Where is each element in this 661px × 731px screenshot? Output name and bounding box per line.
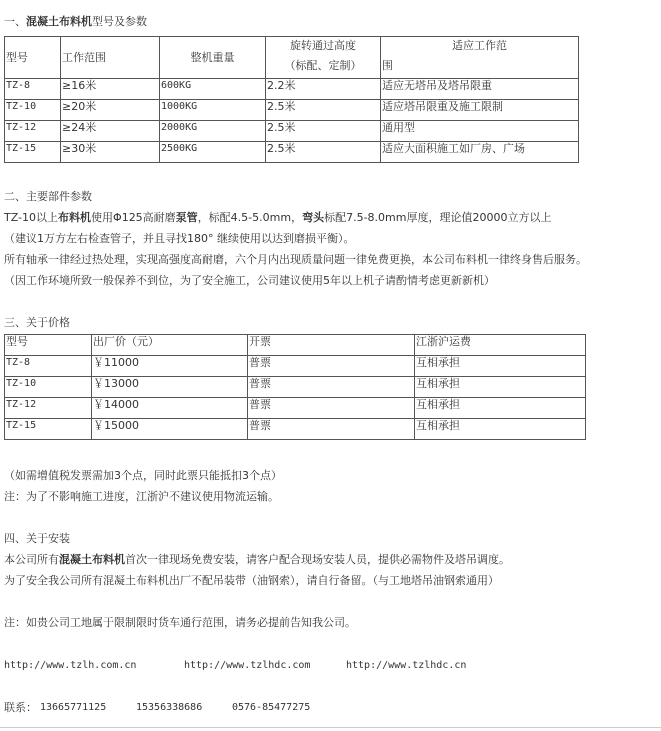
- spec-header-application: 适应工作范 围: [381, 37, 579, 79]
- website-link-1[interactable]: http://www.tzlh.com.cn: [4, 660, 137, 671]
- section1-title: [4, 15, 147, 29]
- section2-line3: 所有轴承一律经过热处理，实现高强度高耐磨，六个月内出现质量问题一律免费更换，本公司布料机一律终身售后服务。: [4, 253, 587, 266]
- section1-title-prefix: 一、: [4, 15, 26, 28]
- table-row: TZ-10 ￥13000 普票 互相承担: [5, 377, 586, 398]
- section1-title-suffix: 型号及参数: [92, 15, 147, 28]
- section4-note: 注：如贵公司工地属于限制限时货车通行范围，请务必提前告知我公司。: [4, 616, 356, 629]
- table-row: TZ-10 ≥20米 1000KG 2.5米 适应塔吊限重及施工限制: [5, 100, 579, 121]
- section2-line1: TZ-10以上布料机使用Φ125高耐磨泵管，标配4.5-5.0mm，弯头标配7.5-8.0mm厚度，理论值20000立方以上: [4, 211, 552, 224]
- contact-label: 联系：: [4, 701, 37, 714]
- section2-line2: （建议1万方左右检查管子，并且寻找180° 继续使用以达到磨损平衡）。: [4, 232, 355, 245]
- table-row: TZ-15 ≥30米 2500KG 2.5米 适应大面积施工如厂房、广场: [5, 142, 579, 163]
- spec-header-height: 旋转通过高度 （标配、定制）: [266, 37, 381, 79]
- table-row: TZ-12 ￥14000 普票 互相承担: [5, 398, 586, 419]
- section2-title: 二、主要部件参数: [4, 190, 92, 203]
- table-row: TZ-15 ￥15000 普票 互相承担: [5, 419, 586, 440]
- section3-note2: 注：为了不影响施工进度，江浙沪不建议使用物流运输。: [4, 490, 279, 503]
- website-link-3[interactable]: http://www.tzlhdc.cn: [346, 660, 467, 671]
- contact-phone-2: 15356338686: [136, 702, 203, 713]
- price-table: [4, 334, 586, 440]
- section4-line1: 本公司所有混凝土布料机首次一律现场免费安装，请客户配合现场安装人员，提供必需物件及塔吊调度。: [4, 553, 510, 566]
- table-row: TZ-8 ≥16米 600KG 2.2米 适应无塔吊及塔吊限重: [5, 79, 579, 100]
- keyword-link[interactable]: 弯头: [302, 211, 325, 224]
- spec-table-header: [5, 37, 579, 79]
- section3-note1: （如需增值税发票需加3个点，同时此票只能抵扣3个点）: [4, 469, 282, 482]
- section2-line4: （因工作环境所致一般保养不到位，为了安全施工，公司建议使用5年以上机子请酌情考虑更新新机）: [4, 274, 495, 287]
- spec-header-model: 型号: [5, 37, 61, 79]
- keyword-link[interactable]: 布料机: [58, 211, 92, 224]
- contact-phone-1: 13665771125: [40, 702, 107, 713]
- spec-header-range: 工作范围: [61, 37, 160, 79]
- section4-title: 四、关于安装: [4, 532, 70, 545]
- keyword-link[interactable]: 混凝土布料机: [59, 553, 125, 566]
- spec-table: [4, 36, 579, 163]
- price-table-header: 型号 出厂价（元） 开票 江浙沪运费: [5, 335, 586, 356]
- table-row: TZ-8 ￥11000 普票 互相承担: [5, 356, 586, 377]
- bottom-divider: [0, 727, 661, 728]
- contact-phone-3: 0576-85477275: [232, 702, 311, 713]
- section4-line2: 为了安全我公司所有混凝土布料机出厂不配吊装带（油钢索），请自行备留。（与工地塔吊油钢索通用）: [4, 574, 499, 587]
- section1-title-keyword[interactable]: 混凝土布料机: [26, 15, 92, 28]
- keyword-link[interactable]: 泵管: [175, 211, 198, 224]
- section3-title: 三、关于价格: [4, 316, 70, 329]
- website-link-2[interactable]: http://www.tzlhdc.com: [184, 660, 311, 671]
- table-row: TZ-12 ≥24米 2000KG 2.5米 通用型: [5, 121, 579, 142]
- spec-header-weight: 整机重量: [160, 37, 266, 79]
